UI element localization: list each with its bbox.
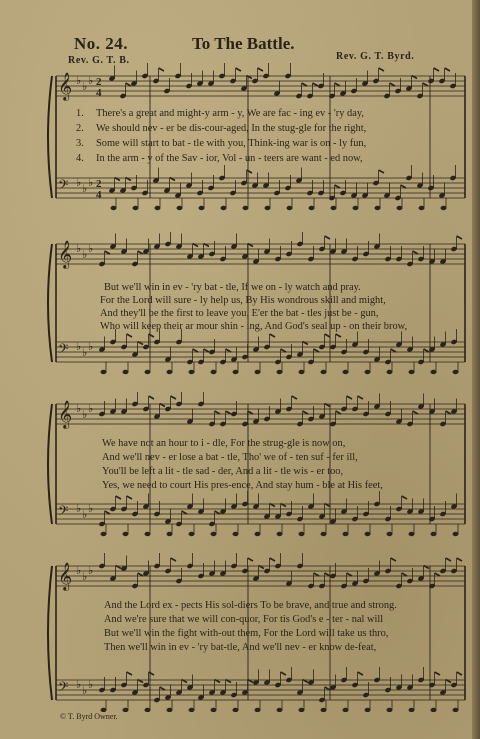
bass-clef-icon: 𝄢 [58, 341, 69, 360]
note-beam [325, 687, 330, 690]
note-beam [379, 170, 384, 173]
note-head [409, 370, 415, 374]
note-beam [423, 83, 428, 86]
note-head [199, 206, 205, 210]
note-beam [149, 396, 154, 399]
words-credit: Rev. G. T. B. [68, 55, 130, 66]
flat-sign-icon: ♭ [76, 678, 82, 691]
grand-staff-brace [48, 76, 52, 198]
note-beam [335, 83, 340, 86]
note-head [343, 708, 349, 712]
flat-sign-icon: ♭ [76, 242, 82, 255]
note-head [189, 708, 195, 712]
flat-sign-icon: ♭ [88, 564, 94, 577]
note-beam [138, 251, 143, 254]
flat-sign-icon: ♭ [88, 176, 94, 189]
note-head [255, 370, 261, 374]
flat-sign-icon: ♭ [76, 502, 82, 515]
note-beam [325, 573, 330, 576]
verse-line: For the Lord will sure - ly help us, By His wondrous skill and might, [100, 295, 386, 306]
note-beam [402, 573, 407, 576]
note-head [133, 206, 139, 210]
music-credit: Rev. G. T. Byrd. [336, 51, 415, 62]
note-head [265, 206, 271, 210]
grand-staff-brace [48, 404, 52, 524]
note-head [123, 370, 129, 374]
note-beam [281, 672, 286, 675]
note-beam [391, 558, 396, 561]
bass-clef-icon: 𝄢 [58, 503, 69, 522]
flat-sign-icon: ♭ [88, 402, 94, 415]
flat-sign-icon: ♭ [88, 340, 94, 353]
note-head [233, 708, 239, 712]
note-head [233, 532, 239, 536]
verse-line: 4. In the arm - y of the Sav - ior, Vol - un - teers are want - ed now, [76, 153, 363, 164]
note-head [123, 708, 129, 712]
flat-sign-icon: ♭ [82, 684, 88, 697]
note-head [277, 370, 283, 374]
note-head [299, 532, 305, 536]
hymn-title: To The Battle. [192, 34, 295, 53]
note-beam [391, 349, 396, 352]
note-beam [215, 511, 220, 514]
verse-line: And the Lord ex - pects His sol-diers To be brave, and true and strong. [104, 600, 397, 611]
note-beam [127, 334, 132, 337]
note-head [211, 708, 217, 712]
copyright-note: © T. Byrd Owner. [60, 712, 118, 721]
note-beam [105, 511, 110, 514]
note-beam [127, 672, 132, 675]
note-beam [358, 672, 363, 675]
note-beam [457, 236, 462, 239]
note-head [211, 370, 217, 374]
note-head [123, 532, 129, 536]
note-head [211, 532, 217, 536]
verse-line: We have not an hour to i - dle, For the strug-gle is now on, [102, 438, 346, 449]
flat-sign-icon: ♭ [82, 248, 88, 261]
note-beam [226, 411, 231, 414]
note-beam [258, 68, 263, 71]
flat-sign-icon: ♭ [82, 182, 88, 195]
note-beam [358, 396, 363, 399]
note-head [343, 532, 349, 536]
note-beam [127, 496, 132, 499]
note-beam [204, 349, 209, 352]
treble-clef-icon: 𝄞 [58, 562, 73, 590]
note-head [299, 370, 305, 374]
flat-sign-icon: ♭ [82, 80, 88, 93]
flat-sign-icon: ♭ [88, 242, 94, 255]
note-head [255, 532, 261, 536]
verse-line: And we're sure that we will con-quor, For tis God's e - ter - nal will [104, 614, 384, 625]
note-beam [347, 573, 352, 576]
verse-line: And we'll nev - er lose a bat - tle, Tho' we of - ten suf - fer ill, [102, 452, 358, 463]
note-head [387, 370, 393, 374]
verse-line: Who will keep their ar mour shin - ing, And God's seal up - on their brow, [100, 321, 408, 332]
note-head [189, 370, 195, 374]
verse-line: Yes, we need to court His pres-ence, And stay hum - ble at His feet, [102, 480, 383, 491]
note-head [419, 206, 425, 210]
note-head [409, 532, 415, 536]
note-beam [302, 83, 307, 86]
time-signature-bottom: 4 [96, 87, 102, 99]
note-head [155, 206, 161, 210]
note-beam [149, 334, 154, 337]
note-beam [270, 558, 275, 561]
note-beam [138, 573, 143, 576]
note-head [101, 370, 107, 374]
note-beam [247, 170, 252, 173]
note-beam [314, 349, 319, 352]
note-beam [446, 558, 451, 561]
note-beam [149, 672, 154, 675]
note-head [189, 532, 195, 536]
page-edge-shadow [472, 0, 480, 739]
note-beam [171, 396, 176, 399]
note-beam [401, 185, 406, 188]
note-head [331, 206, 337, 210]
note-beam [335, 185, 340, 188]
note-head [387, 708, 393, 712]
note-head [365, 708, 371, 712]
note-beam [402, 496, 407, 499]
note-beam [116, 496, 121, 499]
note-head [101, 532, 107, 536]
note-head [255, 708, 261, 712]
bass-clef-icon: 𝄢 [58, 679, 69, 698]
note-head [353, 206, 359, 210]
flat-sign-icon: ♭ [82, 346, 88, 359]
note-beam [413, 411, 418, 414]
note-beam [236, 68, 241, 71]
note-beam [336, 411, 341, 414]
note-beam [105, 251, 110, 254]
note-beam [424, 349, 429, 352]
note-beam [446, 411, 451, 414]
note-beam [126, 83, 131, 86]
verse-line: You'll be left a lit - tle sad - der, And a lit - tle wis - er too, [102, 466, 344, 477]
time-signature-bottom: 4 [96, 189, 102, 201]
verse-line: Then we'll win in ev - 'ry bat-tle, And we'll nev - er know de-feat, [104, 642, 377, 653]
flat-sign-icon: ♭ [76, 176, 82, 189]
note-beam [248, 558, 253, 561]
bass-clef-icon: 𝄢 [58, 177, 69, 196]
time-signature-top: 2 [96, 76, 102, 88]
note-beam [445, 68, 450, 71]
note-head [441, 206, 447, 210]
staff-notation-2 [0, 232, 470, 382]
verse-line: 2. We should nev - er be dis-cour-aged, In the stug-gle for the right, [76, 123, 367, 134]
note-beam [336, 334, 341, 337]
note-head [309, 206, 315, 210]
note-beam [457, 558, 462, 561]
flat-sign-icon: ♭ [82, 508, 88, 521]
note-head [409, 708, 415, 712]
time-signature-top: 2 [96, 178, 102, 190]
note-head [177, 206, 183, 210]
note-beam [325, 334, 330, 337]
note-head [145, 370, 151, 374]
note-beam [435, 573, 440, 576]
note-head [321, 370, 327, 374]
flat-sign-icon: ♭ [76, 402, 82, 415]
note-head [145, 708, 151, 712]
note-head [321, 708, 327, 712]
note-head [453, 708, 459, 712]
verse-line: But we'll win in ev - 'ry bat - tle, If we on - ly watch and pray. [104, 282, 361, 293]
note-head [233, 370, 239, 374]
note-head [167, 708, 173, 712]
note-head [287, 206, 293, 210]
note-head [277, 708, 283, 712]
verse-line: And they'll be the first to leave you, E'er the bat - tles just be - gun, [100, 308, 379, 319]
verse-line: But we'll win the fight with-out them, For the Lord will take us thro, [104, 628, 389, 639]
hymn-number: No. 24. [74, 34, 129, 53]
flat-sign-icon: ♭ [82, 570, 88, 583]
grand-staff-brace [48, 566, 52, 700]
note-beam [171, 558, 176, 561]
note-beam [313, 83, 318, 86]
treble-clef-icon: 𝄞 [58, 72, 73, 100]
note-head [365, 532, 371, 536]
note-head [375, 206, 381, 210]
note-head [453, 370, 459, 374]
note-beam [457, 672, 462, 675]
grand-staff-brace [48, 244, 52, 362]
note-beam [325, 236, 330, 239]
verse-line: 3. Some will start to bat - tle with you, Think-ing war is on - ly fun, [76, 138, 367, 149]
note-head [111, 206, 117, 210]
flat-sign-icon: ♭ [88, 74, 94, 87]
flat-sign-icon: ♭ [76, 564, 82, 577]
note-beam [413, 251, 418, 254]
note-beam [379, 68, 384, 71]
note-beam [347, 396, 352, 399]
note-beam [160, 687, 165, 690]
note-head [397, 206, 403, 210]
note-beam [303, 411, 308, 414]
note-beam [193, 349, 198, 352]
flat-sign-icon: ♭ [76, 74, 82, 87]
note-beam [390, 83, 395, 86]
note-head [365, 370, 371, 374]
note-head [243, 206, 249, 210]
note-beam [159, 68, 164, 71]
note-head [431, 708, 437, 712]
note-head [167, 532, 173, 536]
note-beam [281, 349, 286, 352]
note-head [221, 206, 227, 210]
note-head [299, 708, 305, 712]
flat-sign-icon: ♭ [88, 502, 94, 515]
flat-sign-icon: ♭ [76, 340, 82, 353]
note-beam [435, 672, 440, 675]
note-head [145, 532, 151, 536]
note-beam [226, 349, 231, 352]
note-head [387, 532, 393, 536]
note-head [431, 532, 437, 536]
treble-clef-icon: 𝄞 [58, 240, 73, 268]
note-beam [314, 573, 319, 576]
note-head [167, 370, 173, 374]
verse-line: 1. There's a great and might-y arm - y, We are fac - ing ev - 'ry day, [76, 108, 364, 119]
note-head [277, 532, 283, 536]
note-beam [270, 334, 275, 337]
note-head [431, 370, 437, 374]
note-head [343, 370, 349, 374]
flat-sign-icon: ♭ [88, 678, 94, 691]
note-beam [434, 68, 439, 71]
note-beam [182, 511, 187, 514]
music-system-2 [0, 232, 470, 382]
treble-clef-icon: 𝄞 [58, 400, 73, 428]
note-head [453, 532, 459, 536]
note-beam [292, 396, 297, 399]
note-beam [215, 411, 220, 414]
note-head [321, 532, 327, 536]
flat-sign-icon: ♭ [82, 408, 88, 421]
